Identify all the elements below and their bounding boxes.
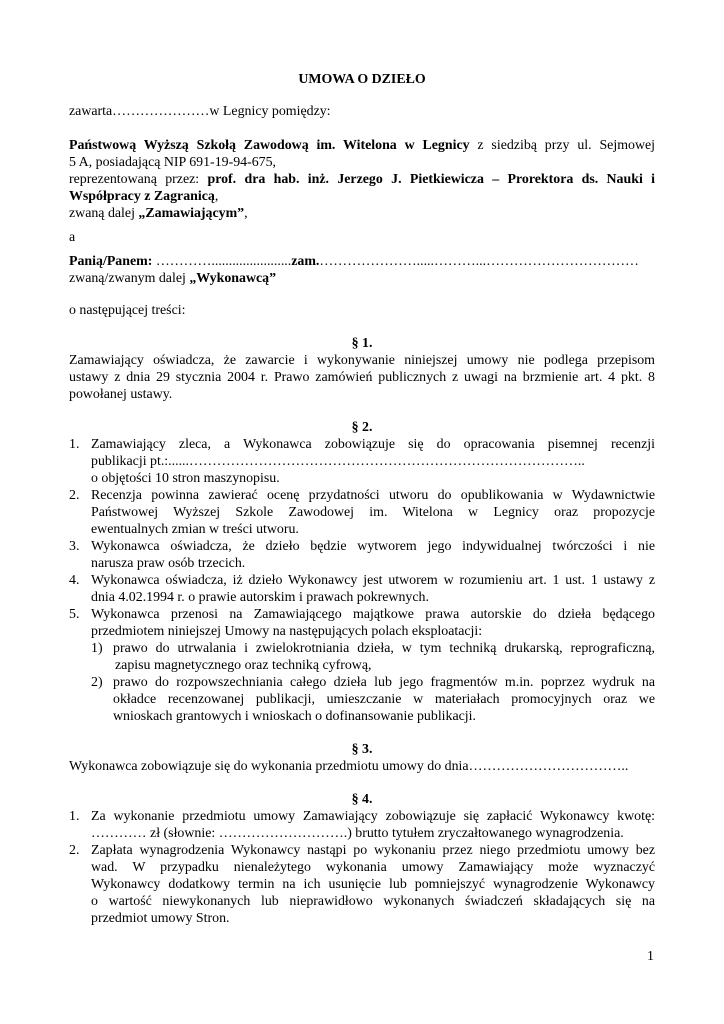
s2-item4-line2: dnia 4.02.1994 r. o prawie autorskim i prawach pokrewnych. [91,590,429,605]
party1-called-name: „Zamawiającym” [138,206,245,221]
section1-line1: Zamawiający oświadcza, że zawarcie i wykonywanie niniejszej umowy nie podlega przepisom [69,353,655,368]
party2-line2: zwaną/zwanym dalej „Wykonawcą” [69,271,277,286]
s2-item1-line3: o objętości 10 stron maszynopisu. [91,471,280,486]
section2-heading: § 2. [351,420,373,435]
s4-item1-line2: ………… zł (słownie: ……………………….) brutto tytułem zryczałtowanego wynagrodzenia. [91,826,624,841]
s2-item2-line3: ewentualnych zmian w treści utworu. [91,522,299,537]
following-line: o następującej treści: [69,303,186,318]
section1-line2: ustawy z dnia 29 stycznia 2004 r. Prawo zamówień publicznych z uwagi na brzmienie art. 4 pkt. 8 [69,370,655,385]
party1-line4: Współpracy z Zagranicą, [69,189,219,204]
section4-heading: § 4. [351,792,373,807]
s2-item3-line2: narusza praw osób trzecich. [91,556,246,571]
party2-called-name: „Wykonawcą” [189,271,277,286]
s2-item1-number: 1. [69,437,80,452]
s2-item5-number: 5. [69,607,80,622]
section3-heading: § 3. [351,742,373,757]
party1-representative: prof. dra hab. inż. Jerzego J. Pietkiewicza – Prorektora ds. Nauki i [207,172,655,187]
s4-item2-line1: Zapłata wynagrodzenia Wykonawcy nastąpi po wykonaniu przez niego przedmiotu umowy bez [91,843,655,858]
s2-item2-number: 2. [69,488,80,503]
s2-sub1-line2: zapisu magnetycznego oraz techniką cyfrową, [115,658,372,673]
party2-label: Panią/Panem: [69,254,156,269]
s4-item1-line1: Za wykonanie przedmiotu umowy Zamawiający zobowiązuje się zapłacić Wykonawcy kwotę: [91,809,655,824]
s4-item2-line4: o wartość niewykonanych lub nieprawidłowo wykonanych świadczeń składających się na [91,894,655,909]
s2-item2-line2: Państwowej Wyższej Szkole Zawodowej im. Witelona w Legnicy oraz propozycje [91,505,655,520]
party1-line1: Państwową Wyższą Szkołą Zawodową im. Witelona w Legnicy z siedzibą przy ul. Sejmowej [69,138,655,153]
s4-item2-line5: przedmiot umowy Stron. [91,911,230,926]
and-line: a [69,230,76,245]
s2-sub1-number: 1) [91,641,103,656]
section1-heading: § 1. [351,336,373,351]
s2-item1-line1: Zamawiający zleca, a Wykonawca zobowiązuje się do opracowania pisemnej recenzji [91,437,655,452]
intro-line: zawarta…………………w Legnicy pomiędzy: [69,104,331,119]
s2-sub2-line1: prawo do rozpowszechniania całego dzieła lub jego fragmentów m.in. poprzez wydruk na [113,675,655,690]
s2-sub2-line2: okładce recenzowanej publikacji, umieszczanie w materiałach promocyjnych oraz we [113,692,655,707]
s2-sub2-number: 2) [91,675,103,690]
section3-line1: Wykonawca zobowiązuje się do wykonania przedmiotu umowy do dnia…………………………….. [69,759,629,774]
s4-item2-line2: wad. W przypadku nienależytego wykonania umowy Zamawiający może wyznaczyć [91,860,655,875]
s2-item4-number: 4. [69,573,80,588]
party2-name-blank: …………....................... [155,254,292,269]
document-title: UMOWA O DZIEŁO [298,72,426,87]
section1-line3: powołanej ustawy. [69,387,173,402]
s2-sub2-line3: wnioskach grantowych i wnioskach o dofinansowanie publikacji. [113,709,477,724]
party1-line3: reprezentowaną przez: prof. dra hab. inż. Jerzego J. Pietkiewicza – Prorektora ds. Nauki i [69,172,655,187]
page-number: 1 [647,949,654,964]
s2-item5-line2: przedmiotem niniejszej Umowy na następujących polach eksploatacji: [91,624,483,639]
party1-line2: 5 A, posiadającą NIP 691-19-94-675, [69,155,277,170]
s4-item2-line3: Wykonawcy dodatkowy termin na ich usunięcie lub pomniejszyć wynagrodzenie Wykonawcy [91,877,655,892]
s4-item2-number: 2. [69,843,80,858]
s2-item2-line1: Recenzja powinna zawierać ocenę przydatności utworu do opublikowania w Wydawnictwie [91,488,655,503]
party2-address-blank: ………………….....………...…………………………… [319,254,639,269]
s2-item3-line1: Wykonawca oświadcza, że dzieło będzie wytworem jego indywidualnej twórczości i nie [91,539,655,554]
party2-line1: Panią/Panem: ………….......................zam.………………….....………...…………………………… [69,254,639,269]
party1-line5: zwaną dalej „Zamawiającym”, [69,206,248,221]
s2-item5-line1: Wykonawca przenosi na Zamawiającego majątkowe prawa autorskie do dzieła będącego [91,607,655,622]
s2-item3-number: 3. [69,539,80,554]
party1-name: Państwową Wyższą Szkołą Zawodową im. Witelona w Legnicy [69,138,470,153]
s2-item1-line2: publikacji pt.:......………………………………………………………………………….. [91,454,585,469]
s4-item1-number: 1. [69,809,80,824]
s2-item4-line1: Wykonawca oświadcza, iż dzieło Wykonawcy jest utworem w rozumieniu art. 1 ust. 1 ustawy z [91,573,655,588]
s2-sub1-line1: prawo do utrwalania i zwielokrotniania dzieła, w tym techniką drukarską, reprograficzną, [113,641,655,656]
